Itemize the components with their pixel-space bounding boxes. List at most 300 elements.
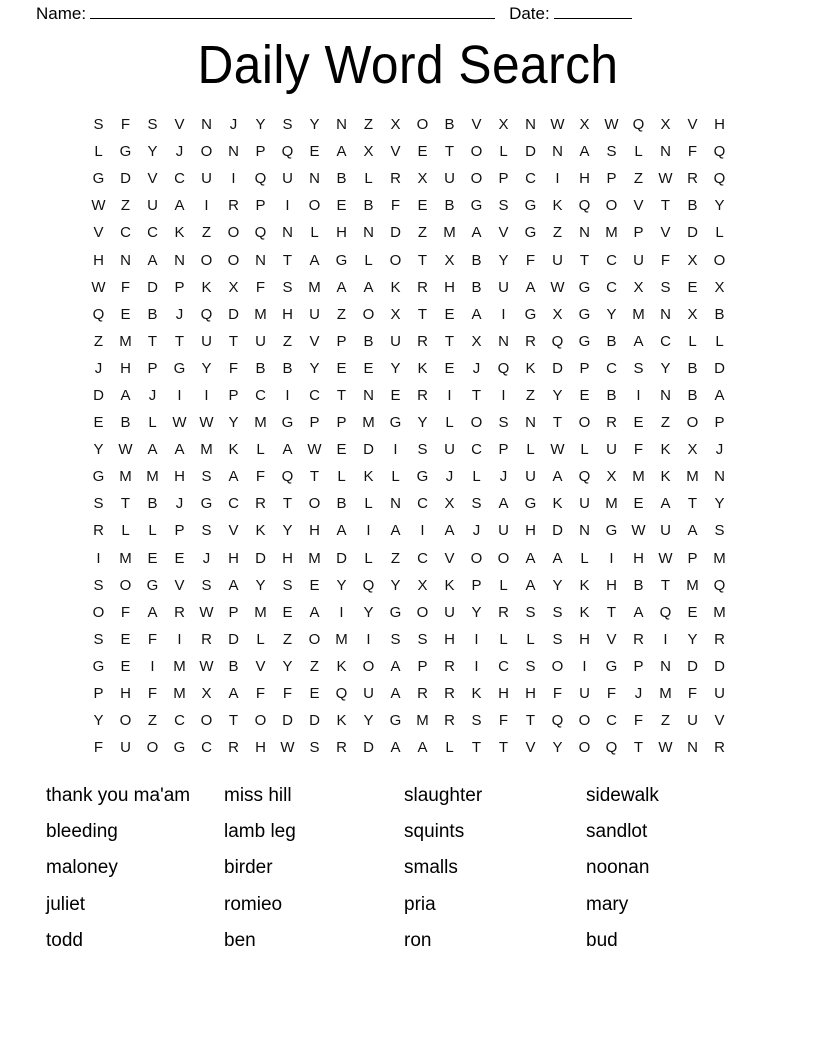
grid-cell[interactable]: U [255, 332, 266, 350]
grid-cell[interactable]: K [660, 441, 671, 459]
grid-cell[interactable]: S [282, 576, 293, 594]
grid-cell[interactable]: H [525, 522, 536, 540]
grid-cell[interactable]: B [255, 359, 266, 377]
grid-cell[interactable]: R [633, 630, 644, 648]
grid-cell[interactable]: D [363, 739, 374, 757]
grid-cell[interactable]: H [714, 116, 725, 134]
grid-cell[interactable]: O [308, 495, 321, 513]
grid-cell[interactable]: F [525, 251, 536, 269]
grid-cell[interactable]: P [174, 522, 185, 540]
grid-cell[interactable]: D [336, 549, 347, 567]
grid-cell[interactable]: D [687, 224, 698, 242]
grid-cell[interactable]: T [417, 251, 428, 269]
grid-cell[interactable]: H [228, 549, 239, 567]
grid-cell[interactable]: S [93, 495, 104, 513]
word-list-item[interactable]: bud [586, 929, 618, 951]
grid-cell[interactable]: M [416, 712, 429, 730]
grid-cell[interactable]: Y [255, 116, 266, 134]
grid-cell[interactable]: O [362, 657, 375, 675]
grid-cell[interactable]: A [633, 332, 644, 350]
grid-cell[interactable]: X [606, 468, 617, 486]
grid-cell[interactable]: N [660, 305, 671, 323]
grid-cell[interactable]: Z [93, 332, 104, 350]
grid-cell[interactable]: Y [606, 305, 617, 323]
grid-cell[interactable]: X [363, 143, 374, 161]
grid-cell[interactable]: O [713, 251, 726, 269]
grid-cell[interactable]: N [309, 170, 320, 188]
grid-cell[interactable]: V [174, 576, 185, 594]
grid-cell[interactable]: E [93, 414, 104, 432]
grid-cell[interactable]: V [606, 630, 617, 648]
grid-cell[interactable]: T [498, 739, 509, 757]
grid-cell[interactable]: T [120, 495, 131, 513]
grid-cell[interactable]: M [254, 603, 267, 621]
grid-cell[interactable]: E [120, 305, 131, 323]
grid-cell[interactable]: O [551, 657, 564, 675]
grid-cell[interactable]: D [282, 712, 293, 730]
grid-cell[interactable]: G [173, 739, 186, 757]
grid-cell[interactable]: Y [498, 251, 509, 269]
grid-cell[interactable]: J [94, 359, 103, 377]
grid-cell[interactable]: X [660, 116, 671, 134]
word-list-item[interactable]: lamb leg [224, 821, 296, 843]
grid-cell[interactable]: D [228, 630, 239, 648]
grid-cell[interactable]: F [282, 685, 293, 703]
grid-cell[interactable]: I [501, 386, 506, 404]
grid-cell[interactable]: V [525, 739, 536, 757]
grid-cell[interactable]: T [444, 143, 455, 161]
grid-cell[interactable]: Q [281, 468, 294, 486]
grid-cell[interactable]: A [390, 739, 401, 757]
grid-cell[interactable]: V [309, 332, 320, 350]
grid-cell[interactable]: C [606, 278, 617, 296]
grid-cell[interactable]: B [471, 278, 482, 296]
grid-cell[interactable]: A [174, 197, 185, 215]
grid-cell[interactable]: G [605, 522, 618, 540]
grid-cell[interactable]: R [687, 170, 698, 188]
grid-cell[interactable]: D [255, 549, 266, 567]
grid-cell[interactable]: K [552, 197, 563, 215]
grid-cell[interactable]: I [609, 549, 614, 567]
grid-cell[interactable]: J [499, 468, 508, 486]
grid-cell[interactable]: U [714, 685, 725, 703]
grid-cell[interactable]: W [172, 414, 187, 432]
grid-cell[interactable]: I [501, 305, 506, 323]
grid-cell[interactable]: C [309, 386, 320, 404]
grid-cell[interactable]: Y [660, 359, 671, 377]
word-list-item[interactable]: thank you ma'am [46, 785, 191, 806]
grid-cell[interactable]: S [525, 603, 536, 621]
grid-cell[interactable]: V [228, 522, 239, 540]
grid-cell[interactable]: J [175, 143, 184, 161]
grid-cell[interactable]: Z [390, 549, 401, 567]
grid-cell[interactable]: Y [687, 630, 698, 648]
grid-cell[interactable]: S [552, 630, 563, 648]
grid-cell[interactable]: C [525, 170, 536, 188]
grid-cell[interactable]: U [120, 739, 131, 757]
grid-cell[interactable]: S [525, 657, 536, 675]
grid-cell[interactable]: F [93, 739, 104, 757]
grid-cell[interactable]: L [364, 170, 373, 188]
grid-cell[interactable]: O [605, 197, 618, 215]
grid-cell[interactable]: K [660, 468, 671, 486]
grid-cell[interactable]: A [282, 441, 293, 459]
grid-cell[interactable]: M [686, 468, 699, 486]
grid-cell[interactable]: C [201, 739, 212, 757]
grid-cell[interactable]: G [200, 495, 213, 513]
grid-cell[interactable]: G [92, 468, 105, 486]
grid-cell[interactable]: A [147, 441, 158, 459]
grid-cell[interactable]: J [445, 468, 454, 486]
word-list-item[interactable]: noonan [586, 857, 650, 879]
grid-cell[interactable]: S [471, 712, 482, 730]
grid-cell[interactable]: I [447, 386, 452, 404]
grid-cell[interactable]: H [606, 576, 617, 594]
grid-cell[interactable]: A [471, 224, 482, 242]
grid-cell[interactable]: W [658, 739, 673, 757]
grid-cell[interactable]: Z [660, 712, 671, 730]
grid-cell[interactable]: X [417, 170, 428, 188]
grid-cell[interactable]: B [336, 170, 347, 188]
grid-cell[interactable]: N [579, 522, 590, 540]
grid-cell[interactable]: X [201, 685, 212, 703]
grid-cell[interactable]: Y [714, 495, 725, 513]
grid-cell[interactable]: Y [309, 116, 320, 134]
grid-cell[interactable]: Y [390, 359, 401, 377]
grid-cell[interactable]: K [417, 359, 428, 377]
grid-cell[interactable]: M [632, 305, 645, 323]
grid-cell[interactable]: F [606, 685, 617, 703]
grid-cell[interactable]: H [120, 685, 131, 703]
grid-cell[interactable]: Y [552, 739, 563, 757]
grid-cell[interactable]: L [526, 441, 535, 459]
grid-cell[interactable]: E [336, 441, 347, 459]
grid-cell[interactable]: X [444, 251, 455, 269]
grid-cell[interactable]: T [606, 603, 617, 621]
grid-cell[interactable]: L [715, 332, 724, 350]
grid-cell[interactable]: J [175, 495, 184, 513]
grid-cell[interactable]: U [201, 170, 212, 188]
grid-cell[interactable]: P [498, 441, 509, 459]
grid-cell[interactable]: I [420, 522, 425, 540]
grid-cell[interactable]: C [417, 495, 428, 513]
grid-cell[interactable]: H [579, 630, 590, 648]
word-list-item[interactable]: mary [586, 893, 629, 915]
grid-cell[interactable]: P [336, 332, 347, 350]
grid-cell[interactable]: W [91, 197, 106, 215]
grid-cell[interactable]: K [336, 712, 347, 730]
grid-cell[interactable]: N [525, 414, 536, 432]
grid-cell[interactable]: A [525, 549, 536, 567]
grid-cell[interactable]: R [417, 332, 428, 350]
grid-cell[interactable]: W [658, 170, 673, 188]
grid-cell[interactable]: Q [551, 712, 564, 730]
grid-cell[interactable]: I [555, 170, 560, 188]
grid-cell[interactable]: V [687, 116, 698, 134]
grid-cell[interactable]: Q [632, 116, 645, 134]
grid-cell[interactable]: B [606, 386, 617, 404]
grid-cell[interactable]: E [579, 386, 590, 404]
grid-cell[interactable]: G [524, 224, 537, 242]
word-list-item[interactable]: ron [404, 929, 432, 951]
grid-cell[interactable]: S [93, 116, 104, 134]
grid-cell[interactable]: A [525, 278, 536, 296]
grid-cell[interactable]: D [687, 657, 698, 675]
grid-cell[interactable]: O [470, 549, 483, 567]
grid-cell[interactable]: S [93, 630, 104, 648]
grid-cell[interactable]: T [660, 197, 671, 215]
grid-cell[interactable]: Z [309, 657, 320, 675]
grid-cell[interactable]: T [444, 332, 455, 350]
grid-cell[interactable]: E [687, 603, 698, 621]
grid-cell[interactable]: Z [201, 224, 212, 242]
grid-cell[interactable]: N [228, 143, 239, 161]
grid-cell[interactable]: Y [417, 414, 428, 432]
grid-cell[interactable]: Q [92, 305, 105, 323]
grid-cell[interactable]: T [282, 251, 293, 269]
grid-cell[interactable]: V [255, 657, 266, 675]
grid-cell[interactable]: N [579, 224, 590, 242]
grid-cell[interactable]: M [713, 603, 726, 621]
grid-cell[interactable]: T [471, 739, 482, 757]
grid-cell[interactable]: Y [255, 576, 266, 594]
grid-cell[interactable]: U [444, 170, 455, 188]
grid-cell[interactable]: D [93, 386, 104, 404]
grid-cell[interactable]: Z [417, 224, 428, 242]
grid-cell[interactable]: I [366, 630, 371, 648]
grid-cell[interactable]: T [417, 305, 428, 323]
grid-cell[interactable]: E [444, 359, 455, 377]
grid-cell[interactable]: W [118, 441, 133, 459]
word-list-item[interactable]: birder [224, 857, 273, 879]
grid-cell[interactable]: U [606, 441, 617, 459]
grid-cell[interactable]: O [227, 251, 240, 269]
grid-cell[interactable]: L [310, 224, 319, 242]
grid-cell[interactable]: G [146, 576, 159, 594]
grid-cell[interactable]: H [282, 305, 293, 323]
grid-cell[interactable]: S [201, 522, 212, 540]
grid-cell[interactable]: X [498, 116, 509, 134]
grid-cell[interactable]: T [282, 495, 293, 513]
grid-cell[interactable]: D [390, 224, 401, 242]
grid-cell[interactable]: L [256, 630, 265, 648]
grid-cell[interactable]: C [660, 332, 671, 350]
grid-cell[interactable]: A [417, 739, 428, 757]
word-list-item[interactable]: sidewalk [586, 785, 659, 806]
grid-cell[interactable]: U [282, 170, 293, 188]
grid-cell[interactable]: K [390, 278, 401, 296]
grid-cell[interactable]: N [660, 143, 671, 161]
grid-cell[interactable]: G [578, 305, 591, 323]
grid-cell[interactable]: U [201, 332, 212, 350]
grid-cell[interactable]: R [201, 630, 212, 648]
grid-cell[interactable]: F [687, 685, 698, 703]
grid-cell[interactable]: M [119, 549, 132, 567]
grid-cell[interactable]: M [713, 549, 726, 567]
grid-cell[interactable]: B [147, 305, 158, 323]
grid-cell[interactable]: R [417, 278, 428, 296]
grid-cell[interactable]: L [364, 549, 373, 567]
grid-cell[interactable]: W [550, 116, 565, 134]
grid-cell[interactable]: R [444, 685, 455, 703]
grid-cell[interactable]: V [390, 143, 401, 161]
grid-cell[interactable]: I [177, 386, 182, 404]
grid-cell[interactable]: B [444, 197, 455, 215]
grid-cell[interactable]: F [120, 116, 131, 134]
grid-cell[interactable]: M [146, 468, 159, 486]
grid-cell[interactable]: F [687, 143, 698, 161]
grid-cell[interactable]: G [119, 143, 132, 161]
grid-cell[interactable]: L [499, 630, 508, 648]
grid-cell[interactable]: Y [552, 386, 563, 404]
grid-cell[interactable]: C [498, 657, 509, 675]
grid-cell[interactable]: A [147, 603, 158, 621]
grid-cell[interactable]: X [687, 251, 698, 269]
grid-cell[interactable]: T [471, 386, 482, 404]
grid-cell[interactable]: Q [578, 468, 591, 486]
grid-cell[interactable]: Q [551, 332, 564, 350]
grid-cell[interactable]: F [390, 197, 401, 215]
grid-cell[interactable]: G [578, 332, 591, 350]
grid-cell[interactable]: R [444, 712, 455, 730]
grid-cell[interactable]: D [714, 359, 725, 377]
grid-cell[interactable]: O [470, 170, 483, 188]
grid-cell[interactable]: B [120, 414, 131, 432]
word-list-item[interactable]: slaughter [404, 785, 483, 806]
grid-cell[interactable]: O [200, 251, 213, 269]
grid-cell[interactable]: Z [147, 712, 158, 730]
grid-cell[interactable]: W [604, 116, 619, 134]
grid-cell[interactable]: M [173, 657, 186, 675]
grid-cell[interactable]: N [363, 224, 374, 242]
grid-cell[interactable]: G [470, 197, 483, 215]
grid-cell[interactable]: L [445, 414, 454, 432]
grid-cell[interactable]: O [254, 712, 267, 730]
grid-cell[interactable]: F [498, 712, 509, 730]
grid-cell[interactable]: B [687, 197, 698, 215]
grid-cell[interactable]: R [228, 197, 239, 215]
grid-cell[interactable]: Z [552, 224, 563, 242]
grid-cell[interactable]: J [148, 386, 157, 404]
grid-cell[interactable]: V [444, 549, 455, 567]
grid-cell[interactable]: Q [254, 224, 267, 242]
grid-cell[interactable]: E [336, 197, 347, 215]
grid-cell[interactable]: J [229, 116, 238, 134]
date-blank-line[interactable] [554, 5, 632, 19]
name-blank-line[interactable] [90, 5, 495, 19]
word-list-item[interactable]: todd [46, 929, 83, 951]
grid-cell[interactable]: J [715, 441, 724, 459]
grid-cell[interactable]: V [147, 170, 158, 188]
grid-cell[interactable]: L [580, 441, 589, 459]
grid-cell[interactable]: H [633, 549, 644, 567]
grid-cell[interactable]: A [228, 576, 239, 594]
grid-cell[interactable]: E [336, 359, 347, 377]
grid-cell[interactable]: V [633, 197, 644, 215]
grid-cell[interactable]: T [687, 495, 698, 513]
grid-cell[interactable]: X [579, 116, 590, 134]
grid-cell[interactable]: I [636, 386, 641, 404]
grid-cell[interactable]: F [660, 251, 671, 269]
grid-cell[interactable]: A [498, 495, 509, 513]
grid-cell[interactable]: E [363, 359, 374, 377]
grid-cell[interactable]: A [714, 386, 725, 404]
word-list-item[interactable]: sandlot [586, 821, 648, 843]
grid-cell[interactable]: U [498, 278, 509, 296]
grid-cell[interactable]: Y [309, 359, 320, 377]
grid-cell[interactable]: F [255, 685, 266, 703]
grid-cell[interactable]: H [498, 685, 509, 703]
grid-cell[interactable]: A [309, 251, 320, 269]
grid-cell[interactable]: O [362, 305, 375, 323]
grid-cell[interactable]: R [174, 603, 185, 621]
grid-cell[interactable]: P [714, 414, 725, 432]
grid-cell[interactable]: I [582, 657, 587, 675]
grid-cell[interactable]: D [228, 305, 239, 323]
grid-cell[interactable]: L [715, 224, 724, 242]
grid-cell[interactable]: L [94, 143, 103, 161]
grid-cell[interactable]: Y [390, 576, 401, 594]
grid-cell[interactable]: T [633, 739, 644, 757]
grid-cell[interactable]: M [632, 468, 645, 486]
grid-cell[interactable]: O [578, 414, 591, 432]
grid-cell[interactable]: C [174, 712, 185, 730]
grid-cell[interactable]: Z [336, 305, 347, 323]
grid-cell[interactable]: A [552, 468, 563, 486]
grid-cell[interactable]: Y [714, 197, 725, 215]
grid-cell[interactable]: Q [362, 576, 375, 594]
grid-cell[interactable]: A [309, 603, 320, 621]
grid-cell[interactable]: V [174, 116, 185, 134]
grid-cell[interactable]: R [93, 522, 104, 540]
grid-cell[interactable]: A [336, 143, 347, 161]
grid-cell[interactable]: Z [633, 170, 644, 188]
grid-cell[interactable]: E [309, 143, 320, 161]
word-list-item[interactable]: bleeding [46, 821, 118, 843]
grid-cell[interactable]: O [470, 143, 483, 161]
grid-cell[interactable]: Q [254, 170, 267, 188]
grid-cell[interactable]: L [148, 522, 157, 540]
grid-cell[interactable]: G [173, 359, 186, 377]
grid-cell[interactable]: E [417, 143, 428, 161]
grid-cell[interactable]: K [336, 657, 347, 675]
grid-cell[interactable]: W [307, 441, 322, 459]
grid-cell[interactable]: G [335, 251, 348, 269]
grid-cell[interactable]: C [606, 359, 617, 377]
grid-cell[interactable]: D [525, 143, 536, 161]
grid-cell[interactable]: F [120, 603, 131, 621]
grid-cell[interactable]: Z [282, 332, 293, 350]
grid-cell[interactable]: Z [120, 197, 131, 215]
grid-cell[interactable]: X [471, 332, 482, 350]
grid-cell[interactable]: P [471, 576, 482, 594]
grid-cell[interactable]: L [580, 549, 589, 567]
grid-cell[interactable]: A [174, 441, 185, 459]
grid-cell[interactable]: E [174, 549, 185, 567]
grid-cell[interactable]: U [390, 332, 401, 350]
grid-cell[interactable]: Y [93, 441, 104, 459]
grid-cell[interactable]: Z [660, 414, 671, 432]
grid-cell[interactable]: I [366, 522, 371, 540]
grid-cell[interactable]: X [552, 305, 563, 323]
grid-cell[interactable]: Z [282, 630, 293, 648]
grid-cell[interactable]: I [474, 657, 479, 675]
grid-cell[interactable]: P [498, 170, 509, 188]
grid-cell[interactable]: K [363, 468, 374, 486]
grid-cell[interactable]: V [93, 224, 104, 242]
grid-cell[interactable]: I [231, 170, 236, 188]
grid-cell[interactable]: G [524, 495, 537, 513]
